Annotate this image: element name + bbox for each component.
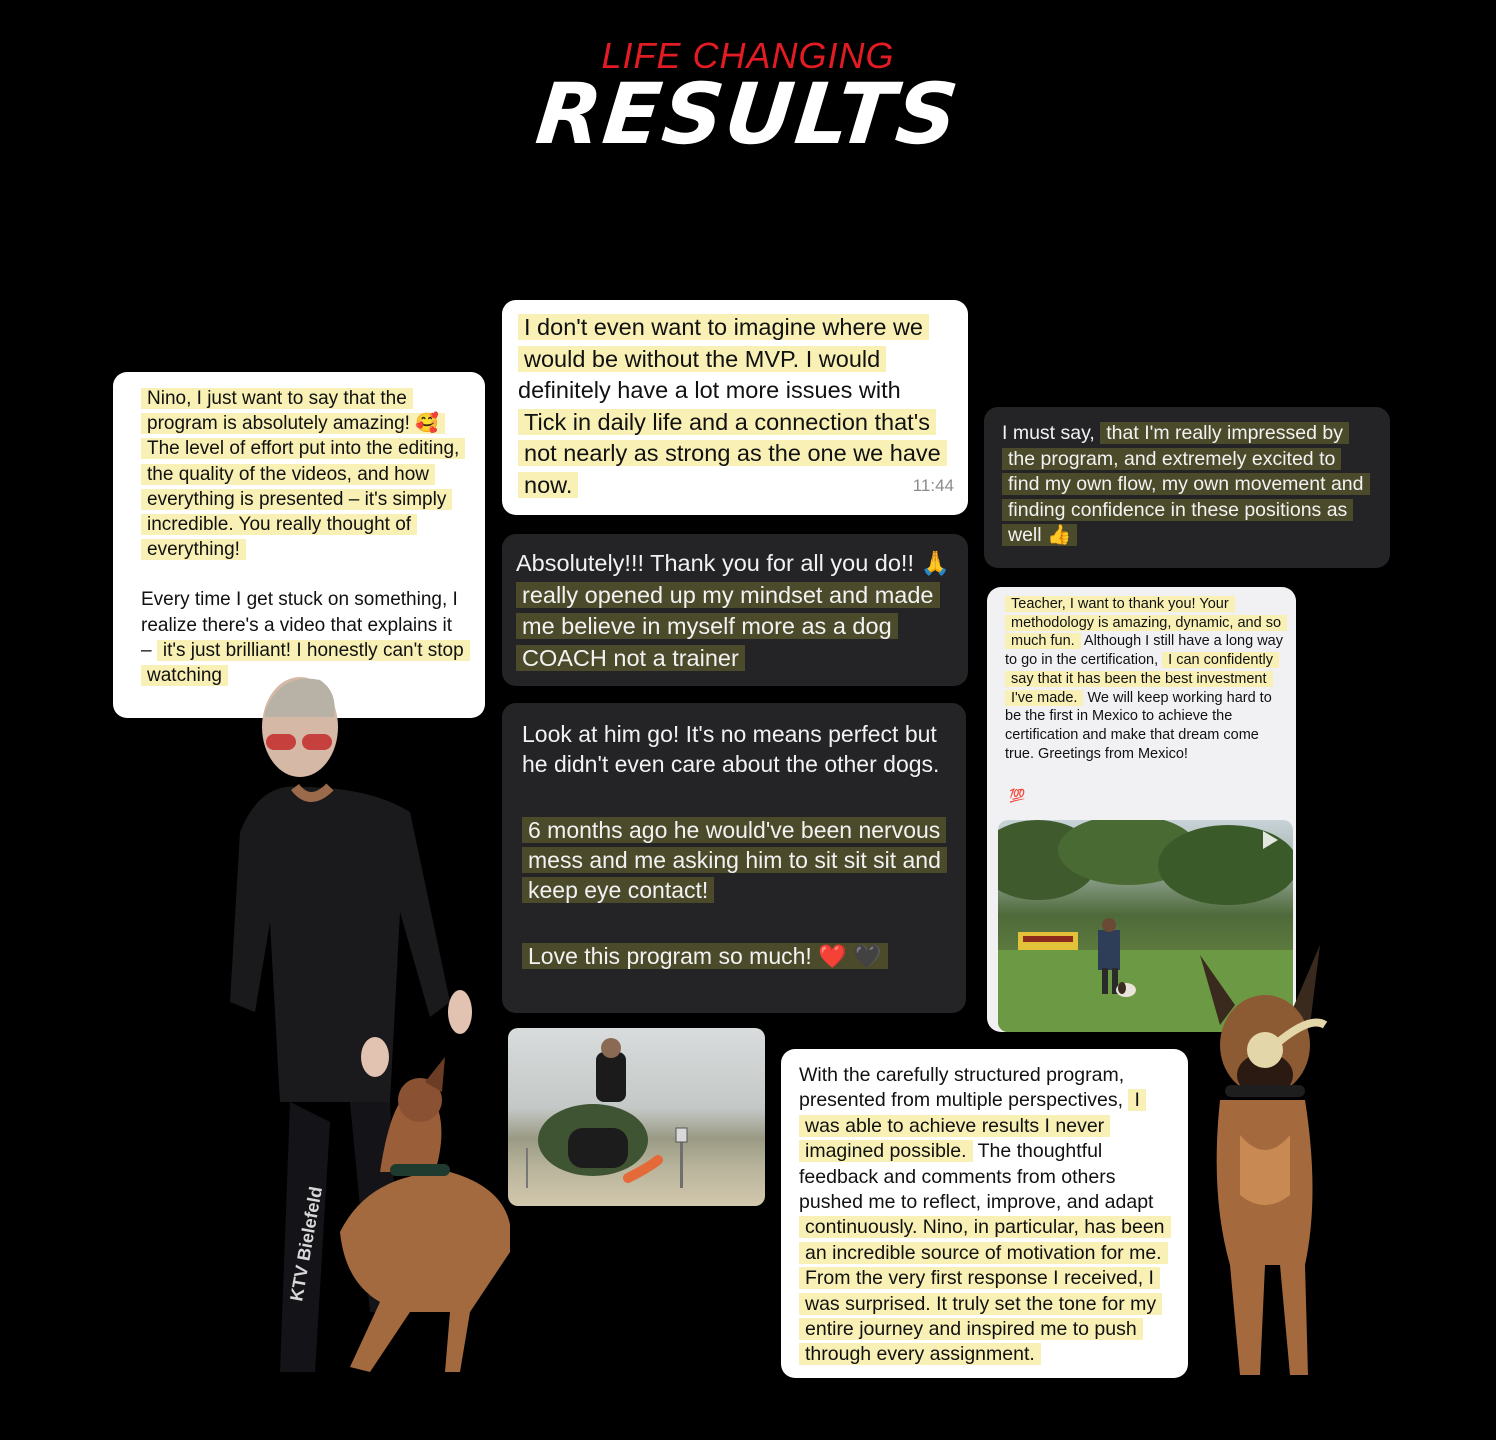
testimonial-5-text (1002, 421, 1372, 549)
plain-text: With the carefully structured program, presented from multiple perspectives, (799, 1064, 1129, 1112)
plain-text: Although I still have a long way to go in the certification, (1005, 633, 1283, 669)
highlight: 6 months ago he would've been nervous mess and me asking him to sit sit sit and keep eye contact! (522, 817, 947, 903)
testimonial-card-7 (781, 1049, 1188, 1378)
highlight: I can confidently say that it has been the best investment I've made. (1005, 652, 1279, 705)
testimonial-6-text (1005, 595, 1286, 763)
testimonial-card-2 (502, 300, 968, 515)
testimonial-7-text (799, 1063, 1172, 1368)
testimonial-card-3 (502, 534, 968, 686)
plain-text: Absolutely!!! Thank you for all you do!! 🙏 (516, 550, 950, 576)
hundred-points-reaction-icon: 💯 (1009, 788, 1026, 803)
plain-text: definitely have a lot more issues with (518, 377, 901, 403)
highlight: Love this program so much! ❤️ 🖤 (522, 943, 888, 969)
highlight: Teacher, I want to thank you! Your methodology is amazing, dynamic, and so much fun. (1005, 596, 1287, 649)
testimonial-card-5 (984, 407, 1390, 568)
testimonial-3-text (516, 548, 952, 674)
plain-text: Every time I get stuck on something, I realize there's a video that explains it – (141, 589, 458, 661)
testimonial-card-4 (502, 703, 966, 1013)
message-timestamp: 11:44 (912, 475, 954, 495)
shirt-logo-text: KTV Bielefeld (286, 1184, 327, 1303)
trainer-with-dog-cutout (220, 672, 510, 1392)
highlight: really opened up my mindset and made me believe in myself more as a dog COACH not a trainer (516, 582, 940, 671)
testimonial-1-paragraph-1 (141, 386, 467, 562)
testimonial-card-1 (113, 372, 485, 718)
testimonial-4-paragraph-2 (522, 815, 946, 905)
beach-training-photo (508, 1028, 765, 1206)
highlight: I don't even want to imagine where we would be without the MVP. I would (518, 314, 929, 372)
highlight: it's just brilliant! I honestly can't stop watching (141, 640, 470, 686)
highlight: I was able to achieve results I never imagined possible. (799, 1089, 1146, 1162)
kicker-title: LIFE CHANGING (601, 35, 895, 76)
highlight: that I'm really impressed by the program, and extremely excited to find my own flow, my own movement and finding confidence in these positions as well 👍 (1002, 422, 1370, 546)
beach-scene-illustration (508, 1028, 765, 1206)
headline-title: RESULTS (531, 65, 965, 163)
plain-text: I must say, (1002, 422, 1101, 444)
plain-text: The thoughtful feedback and comments from others pushed me to reflect, improve, and adapt (799, 1140, 1154, 1214)
plain-text: We will keep working hard to be the first in Mexico to achieve the certification and make that dream come true. Greetings from Mexico! (1005, 689, 1272, 762)
header (0, 35, 1496, 163)
highlight: Tick in daily life and a connection that's not nearly as strong as the one we have now. (518, 409, 947, 498)
play-icon[interactable] (1257, 828, 1281, 852)
highlight: continuously. Nino, in particular, has been an incredible source of motivation for me. From the very first response I received, I was surprised. It truly set the tone for my entire journey and inspired me to push through every assignment. (799, 1216, 1171, 1365)
testimonial-4-paragraph-3 (522, 941, 946, 971)
testimonial-2-text (518, 312, 952, 501)
highlight: Nino, I just want to say that the program is absolutely amazing! 🥰 The level of effort put into the editing, the quality of the videos, and how everything is presented – it's simply incredible. You really thought of everything! (141, 388, 465, 560)
testimonial-4-paragraph-1: Look at him go! It's no means perfect but he didn't even care about the other dogs. (522, 721, 940, 777)
jumping-dog-cutout (1180, 935, 1340, 1405)
